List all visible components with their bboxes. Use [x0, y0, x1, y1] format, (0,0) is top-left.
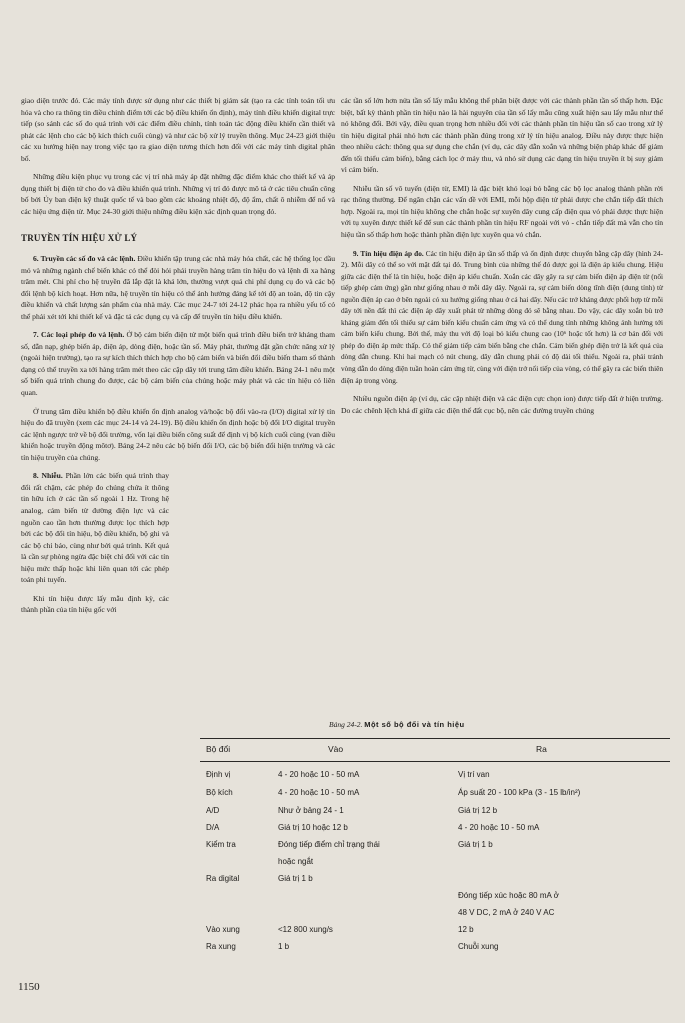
table-header — [200, 738, 670, 762]
cell-input: Giá trị 1 b — [278, 874, 313, 883]
right-paragraph-2: Nhiễu tần số vô tuyến (điện từ, EMI) là đặc biệt khó loại bỏ bằng các bộ lọc analog thành phần rời rạc thông thường. Để ngăn chặn các vấn đề với EMI, mỗi hộp điện tử phải được che chắn tiếp đất thích hợp. Ngoài ra, mọi tín hiệu không che chắn hoặc sự xuyên dây cung cấp điện qua vỏ phải được thực hiện với tụ xuyên được thiết kế để sun các thành phần tín hiệu RF ngoài với vỏ - chắn tiếp đất mà vẫn cho tín hiệu tần số thấp hơn hoặc thành phần điện lực xuyên qua vỏ chắn. — [341, 183, 663, 240]
paragraph-8-body: Phần lớn các biến quá trình thay đổi rất chậm, các phép đo chúng chứa ít thông tin hữu ích ở các tần số ngoài 1 Hz. Trong hệ analog, cảm biến từ đường điện lực và các nguồn cao tần hơn thường được lọc thích hợp bởi các bộ đổi tín hiệu, bộ điều khiển, bộ ghi và các bộ chỉ báo, cùng như bởi quá trình. Kết quả là cần sự phòng ngừa đặc biệt chỉ đối với các tín hiệu mức thấp hoặc khi liên quan tới các phép toán phi tuyến. — [21, 471, 169, 585]
right-paragraph-3 — [341, 248, 663, 387]
cell-device: D/A — [206, 823, 220, 832]
table-row — [200, 838, 670, 855]
cell-output: 12 b — [458, 925, 474, 934]
paragraph-6-lead: 6. Truyền các số đo và các lệnh. — [33, 254, 136, 264]
left-paragraph-2: Những điều kiện phục vụ trong các vị trí nhà máy áp đặt những đặc điểm khác cho thiết kế và áp dụng thiết bị điện tử cho đo và điều khiển quá trình. Những vị trí đó được mô tả ở các tiêu chuẩn công bố bởi Ủy ban điện kỹ thuật quốc tế và bao gồm các khoảng nhiệt độ, độ ẩm, chất ô nhiễm để nổ và các hiệu ứng điện từ. Mục 24-30 giới thiệu những điều kiện xác định quan trọng đó. — [21, 172, 335, 216]
cell-input: <12 800 xung/s — [278, 925, 333, 934]
paragraph-8-lead: 8. Nhiễu. — [33, 471, 63, 481]
cell-output: 4 - 20 hoặc 10 - 50 mA — [458, 823, 540, 832]
cell-output: Chuỗi xung — [458, 942, 499, 951]
header-output: Ra — [536, 744, 547, 754]
left-paragraph-1: giao diện trước đó. Các máy tính được sử dụng như các thiết bị giám sát (tạo ra các tính toán tối ưu hóa và cho ra thông tin điều chỉnh điểm tới các bộ điều khiển ổn định), máy tính điều khiển digital trực tiếp (so sánh các số đo quá trình với các điểm điều chỉnh, tính toán tác động điều khiển cần thiết và phát các lệnh cho các bộ kích thích cuối cùng) và như các bộ xử lý truyền thông. Mục 24-23 giới thiệu các xu hướng hiện nay trong việc tạo ra giao diện tương thích hơn đối với các máy tính digital phân bố. — [21, 96, 335, 163]
paragraph-7-body: Ở bộ cảm biến điện tử một biến quá trình điều biến trở kháng tham số, dẫn nạp, ghép biến áp, điện áp, dòng điện, hoặc tần số. Máy phát, thường đặt gần chức năng xử lý (ngoài hiện trường), tạo ra sự kích thích thích hợp cho bộ cảm biến và biến đổi điều biến tham số thành dạng có thể truyền xa tới hàng trăm mét theo các cặp dây tới trung tâm điều khiển. Bảng 24-1 nêu một số biến quá trình chung đo được, các bộ cảm biến của chúng hoặc máy phát và các tín hiệu có liên quan. — [21, 330, 335, 398]
table-row — [200, 889, 670, 906]
cell-device: Vào xung — [206, 925, 240, 934]
left-paragraph-5: Ở trung tâm điều khiển bộ điều khiển ổn định analog và/hoặc bộ đổi vào-ra (I/O) digital xử lý tín hiệu đo đã truyền (xem các mục 24-14 và 24-19). Bộ điều khiển ổn định hoặc bộ đổi I/O digital truyền các lệnh ngược trở về bộ đổi trường, vốn lại điều biến công suất để định vị bộ kích cuối cùng (van điều khiển hoặc truyền động môtơ). Bảng 24-2 nêu các bộ biến đổi I/O, các bộ biến đổi hiện trường và các tín hiệu truyền của chúng. — [21, 406, 335, 462]
paragraph-6-body: Điều khiển tập trung các nhà máy hóa chất, các hệ thống lọc dầu mỏ và những ngành chế biến khác có thể đòi hỏi phải truyền hàng trăm tín hiệu đo và lệnh đi xa hàng trăm mét. Chi phí cho hệ truyền đã lắp đặt là khá lớn, thường vượt quá chi phí dụng cụ đo và các bộ đổi lệnh bộ kích hoạt. Hơn nữa, hệ truyền tín hiệu có thể ảnh hưởng đáng kể tới độ an toàn, độ tin cậy điều khiển và chất lượng sản phẩm của nhà máy. Các mục 24-7 tới 24-12 phác họa ra nhiều yếu tố có thể phải xét tới khi thiết kế và đặc tả các dụng cụ và cấp để truyền tín hiệu điều khiển. — [21, 254, 335, 321]
table-row — [200, 923, 670, 940]
right-column — [341, 95, 663, 416]
cell-input: Như ở bảng 24 - 1 — [278, 806, 344, 815]
cell-output: 48 V DC, 2 mA ở 240 V AC — [458, 908, 555, 917]
right-paragraph-1: các tần số lớn hơn nửa tần số lấy mẫu không thể phân biệt được với các thành phần tần số thấp hơn. Đặc biệt, bất kỳ thành phần tín hiệu nào là hài nguyên của tần số lấy mẫu cũng xuất hiện sau lấy mẫu như thể nó không đổi. Bởi vậy, điều quan trọng hơn nhiều đối với các thành phần tín hiệu tần số cao trong xử lý tín hiệu digital phải nhỏ hơn các thành phần đúng trong xử lý tín hiệu analog. Điều này được thực hiện theo nhiều cách: thông qua sự dụng che chắn (ví dụ, các dây dẫn xoắn và những biện pháp khác để giảm đến tối thiểu cảm biến), bằng cách lọc ở máy thu, và nhỏ sử dụng các dạng tín hiệu truyền ít bị suy giảm vì cảm biến. — [341, 96, 663, 175]
left-column — [21, 95, 335, 616]
cell-device: A/D — [206, 806, 220, 815]
table-row — [200, 940, 670, 957]
cell-device: Ra digital — [206, 874, 240, 883]
paragraph-7-lead: 7. Các loại phép đo và lệnh. — [33, 330, 125, 340]
table-row — [200, 768, 670, 786]
table-row — [200, 855, 670, 872]
table-row — [200, 804, 670, 821]
cell-device: Kiểm tra — [206, 840, 236, 849]
cell-device: Ra xung — [206, 942, 236, 951]
table-caption — [329, 720, 659, 729]
page-number: 1150 — [18, 981, 40, 993]
table-row — [200, 786, 670, 804]
cell-device: Định vị — [206, 770, 231, 779]
left-paragraph-4 — [21, 329, 335, 398]
cell-input: 1 b — [278, 942, 290, 951]
table-caption-title: Một số bộ đổi và tín hiệu — [364, 720, 465, 729]
table-caption-prefix: Bảng 24-2. — [329, 720, 363, 729]
header-input: Vào — [328, 744, 344, 754]
table-row — [200, 906, 670, 923]
paragraph-9-lead: 9. Tín hiệu điện áp đo. — [353, 248, 424, 258]
table-row — [200, 821, 670, 838]
header-device: Bộ đổi — [206, 744, 231, 754]
left-paragraph-6 — [21, 470, 169, 585]
table-row — [200, 872, 670, 889]
cell-input: Đóng tiếp điểm chỉ trạng thái — [278, 840, 380, 849]
section-heading: TRUYỀN TÍN HIỆU XỬ LÝ — [21, 233, 138, 244]
cell-output: Áp suất 20 - 100 kPa (3 - 15 lb/in²) — [458, 788, 581, 797]
right-paragraph-4: Nhiều nguồn điện áp (ví dụ, các cặp nhiệt điện và các điện cực chọn ion) được tiếp đất ở hiện trường. Do các chênh lệch khả dĩ giữa các điện thế đất cục bộ, nên các đường truyền chúng — [341, 394, 663, 415]
paragraph-9-body: Các tín hiệu điện áp tần số thấp và ổn định được chuyển bằng cặp dây (hình 24-2). Mỗi dây có thể so với mặt đất tại đó. Trung bình của những thế đó được gọi là điện áp kiểu chung. Hiệu giữa các điện thế là tín hiệu, hoặc điện áp kiểu chuẩn. Xoắn các dây gây ra sự cảm biến điện áp điện từ (nối tiếp ghép cảm ứng) gần như giống nhau ở mỗi dây dây. Ngoài ra, sự cảm biến dòng tĩnh điện (dung tính) từ nguồn điện áp cao ở bên ngoài có xu hướng giống nhau ở cả hai dây. Nếu các trở kháng được phối hợp từ mỗi dây tới nền đất thì các điện áp dây xuất phát từ những dòng đó sẽ bằng nhau. Do vậy, các dây xoắn bù trở kháng giảm đến tối thiểu sự cảm biến kiểu chuẩn cảm ứng và có thể dung tính những không ảnh hưởng tới cảm biến kiểu chung. Bởi thế, máy thu với độ loại bỏ kiểu chung cao (10⁶ hoặc tốt hơn) là cơ bản đối với phép đo điện áp mức thấp. Có thể giảm tiếp cảm biến bằng che chắn. Cảm biến ghép điện trở là kết quả của dòng dẫn chung. Khi hai mạch có nút chung, dây dẫn chung phải có độ dài tối thiểu. Ngoài ra, phải tránh vòng dẫn do dòng điện tuần hoàn cảm ứng từ, cùng với điện trở nối tiếp của vòng, có thể gây ra các biến thiên điện áp trong vòng. — [341, 248, 664, 385]
left-paragraph-7: Khi tín hiệu được lấy mẫu định kỳ, các thành phần của tín hiệu gốc với — [21, 593, 169, 615]
cell-output: Đóng tiếp xúc hoặc 80 mA ở — [458, 891, 559, 900]
cell-input: hoặc ngắt — [278, 857, 314, 866]
table-body — [200, 768, 670, 957]
cell-output: Vị trí van — [458, 770, 490, 779]
left-paragraph-3 — [21, 253, 335, 322]
cell-input: Giá trị 10 hoặc 12 b — [278, 823, 348, 832]
cell-output: Giá trị 12 b — [458, 806, 498, 815]
cell-device: Bộ kích — [206, 788, 233, 797]
signal-table — [200, 738, 670, 957]
cell-output: Giá trị 1 b — [458, 840, 493, 849]
cell-input: 4 - 20 hoặc 10 - 50 mA — [278, 788, 360, 797]
cell-input: 4 - 20 hoặc 10 - 50 mA — [278, 770, 360, 779]
